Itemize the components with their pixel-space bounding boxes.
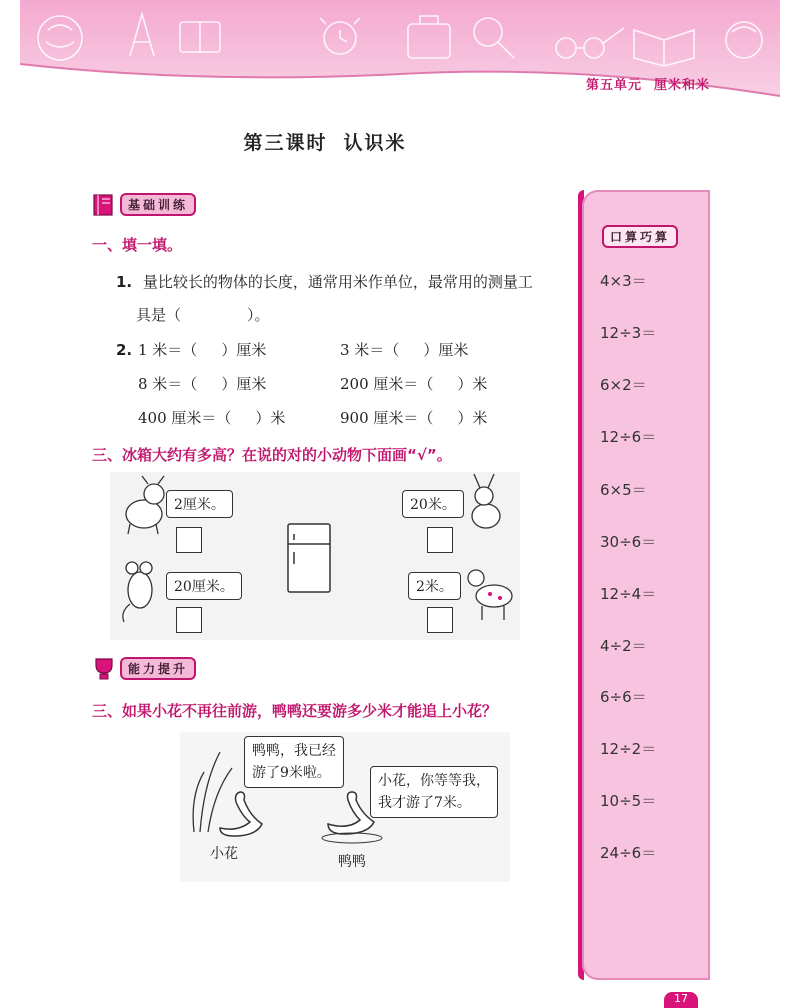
calc-problem: 10÷5＝ bbox=[600, 792, 657, 810]
lesson-number: 第三课时 bbox=[243, 132, 328, 154]
calc-problem: 12÷4＝ bbox=[600, 585, 657, 603]
speech-mouse: 20厘米。 bbox=[166, 572, 242, 600]
speech-yaya: 小花，你等等我， 我才游了7米。 bbox=[370, 766, 498, 818]
section2-title: 三、冰箱大约有多高？在说的对的小动物下面画“√”。 bbox=[92, 446, 452, 464]
question-1-number: 1. bbox=[116, 273, 133, 291]
speech-rabbit: 20米。 bbox=[402, 490, 464, 518]
conversion-item: 3 米＝（ ）厘米 bbox=[340, 341, 469, 359]
answer-box-deer[interactable] bbox=[427, 607, 453, 633]
answer-box-goat[interactable] bbox=[176, 527, 202, 553]
calc-problem: 6÷6＝ bbox=[600, 688, 647, 706]
calc-problem: 6×5＝ bbox=[600, 481, 647, 499]
lesson-name: 认识米 bbox=[343, 132, 407, 154]
calc-problem: 12÷3＝ bbox=[600, 324, 657, 342]
question-1-line1: 量比较长的物体的长度，通常用米作单位，最常用的测量工 bbox=[142, 273, 533, 291]
calc-problem: 24÷6＝ bbox=[600, 844, 657, 862]
mental-math-badge bbox=[602, 222, 678, 250]
calc-problem: 12÷2＝ bbox=[600, 740, 657, 758]
unit-label bbox=[586, 74, 710, 93]
label-yaya: 鸭鸭 bbox=[338, 854, 366, 870]
speech-deer: 2米。 bbox=[408, 572, 461, 600]
question-1 bbox=[116, 272, 576, 292]
conversion-item: 400 厘米＝（ ）米 bbox=[138, 409, 286, 427]
conversion-item: 1 米＝（ ）厘米 bbox=[138, 341, 267, 359]
mental-math-label: 口算巧算 bbox=[602, 225, 678, 248]
unit-number: 第五单元 bbox=[585, 78, 642, 93]
calc-problem: 4×3＝ bbox=[600, 272, 647, 290]
section1-title: 一、填一填。 bbox=[92, 236, 183, 254]
question-2-number: 2. bbox=[116, 341, 133, 359]
answer-box-rabbit[interactable] bbox=[427, 527, 453, 553]
calc-problem: 30÷6＝ bbox=[600, 533, 657, 551]
calc-problem: 4÷2＝ bbox=[600, 637, 647, 655]
calc-problem: 6×2＝ bbox=[600, 376, 647, 394]
ability-badge bbox=[92, 654, 196, 682]
speech-xiaohua: 鸭鸭，我已经 游了9米啦。 bbox=[244, 736, 344, 788]
section3-title: 三、如果小花不再往前游，鸭鸭还要游多少米才能追上小花？ bbox=[92, 702, 498, 720]
conversion-item: 200 厘米＝（ ）米 bbox=[340, 375, 488, 393]
question-1-line2-start: 具是（ bbox=[136, 306, 182, 324]
question-1-line2 bbox=[136, 305, 270, 325]
answer-box-mouse[interactable] bbox=[176, 607, 202, 633]
basic-training-badge bbox=[92, 190, 196, 218]
conversion-item: 8 米＝（ ）厘米 bbox=[138, 375, 267, 393]
page-number: 17 bbox=[664, 992, 698, 1008]
book-stack-icon bbox=[92, 191, 116, 217]
ability-label: 能力提升 bbox=[120, 657, 196, 680]
label-xiaohua: 小花 bbox=[210, 846, 238, 862]
basic-training-label: 基础训练 bbox=[120, 193, 196, 216]
conversion-item: 900 厘米＝（ ）米 bbox=[340, 409, 488, 427]
unit-topic: 厘米和米 bbox=[653, 78, 710, 93]
speech-goat: 2厘米。 bbox=[166, 490, 233, 518]
trophy-icon bbox=[92, 655, 116, 681]
calc-problem: 12÷6＝ bbox=[600, 428, 657, 446]
lesson-title bbox=[0, 128, 650, 155]
fridge-icon bbox=[288, 524, 330, 592]
question-1-line2-end: ）。 bbox=[247, 306, 270, 324]
